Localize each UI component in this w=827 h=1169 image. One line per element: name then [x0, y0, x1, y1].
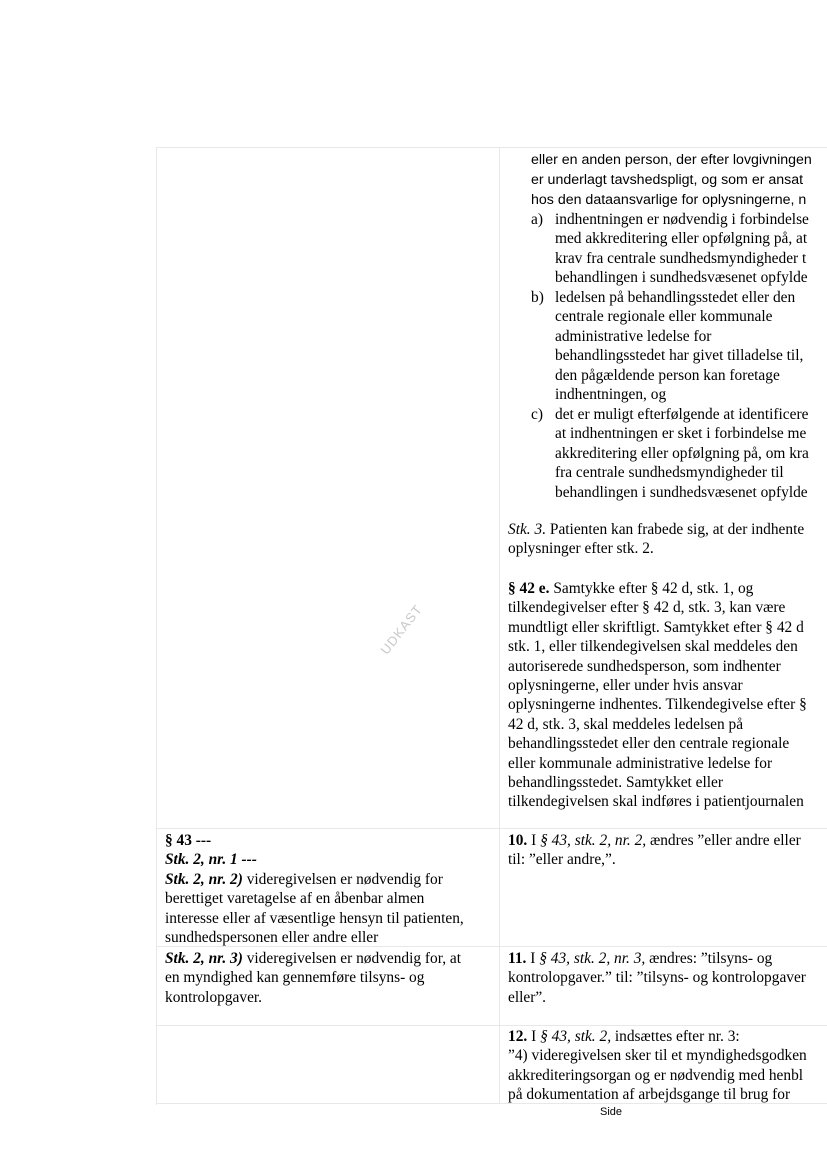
stk-label: Stk. 2, nr. 2) — [165, 870, 243, 888]
text-fragment: I — [527, 1028, 541, 1045]
amendment-number: 11. — [508, 950, 527, 967]
text-fragment: ændres: ”tilsyns- og — [645, 950, 773, 967]
text-line: oplysninger efter stk. 2. — [508, 540, 654, 558]
section-reference: § 43, stk. 2, — [540, 1028, 612, 1045]
text-line: en myndighed kan gennemføre tilsyns- og — [165, 969, 425, 987]
continuation-text — [531, 150, 812, 211]
section-label: § 42 e. — [508, 580, 550, 597]
section-reference: § 43, stk. 2, nr. 2, — [540, 832, 647, 849]
stk-label: Stk. 3. — [508, 521, 547, 538]
row-divider — [156, 1025, 827, 1026]
text-line: berettiget varetagelse af en åbenbar almen — [165, 890, 425, 908]
text-line: videregivelsen er nødvendig for, at — [242, 950, 462, 967]
section-label: § 43 --- — [165, 832, 212, 849]
text-line: ”4) videregivelsen sker til et myndighedsgodken — [508, 1047, 807, 1065]
text-line: stk. 1, eller tilkendegivelsen skal meddeles den — [508, 638, 798, 656]
text-line: Samtykke efter § 42 d, stk. 1, og — [549, 580, 754, 597]
amendment-11 — [508, 949, 806, 1007]
text-line: autoriserede sundhedsperson, som indhenter — [508, 657, 781, 675]
text-line: sundhedspersonen eller andre eller — [165, 929, 379, 947]
text-fragment: indsættes efter nr. 3: — [611, 1028, 740, 1045]
text-fragment: I — [527, 832, 541, 849]
text-line: fra centrale sundhedsmyndigheder til — [555, 464, 784, 482]
amendment-number: 10. — [508, 832, 528, 849]
text-line: indhentningen er nødvendig i forbindelse — [555, 211, 809, 228]
text-line: mundtligt eller skriftligt. Samtykket efter § 42 d — [508, 618, 804, 636]
text-fragment: ændres ”eller andre eller — [646, 832, 801, 849]
text-line: behandlingsstedet eller den centrale regionale — [508, 735, 790, 753]
text-line: behandlingsstedet har givet tilladelse til, — [555, 347, 804, 365]
text-line: krav fra centrale sundhedsmyndigheder t — [555, 249, 807, 267]
page-footer: Side — [600, 1106, 623, 1118]
text-line: er underlagt tavshedspligt, og som er ansat — [531, 172, 804, 189]
text-line: indhentningen, og — [555, 386, 667, 404]
text-line: tilkendegivelsen skal indføres i patientjournalen — [508, 793, 804, 811]
text-line: behandlingen i sundhedsvæsenet opfylde — [555, 483, 808, 501]
list-label: b) — [531, 289, 544, 306]
text-line: akkrediteringsorgan og er nødvendig med henbl — [508, 1066, 804, 1084]
section-43-nr3-current — [165, 949, 461, 1007]
text-line: behandlingsstedet. Samtykket eller — [508, 774, 723, 792]
row-divider — [156, 828, 827, 829]
amendment-12 — [508, 1027, 807, 1105]
stk-label: Stk. 2, nr. 3) — [165, 950, 243, 967]
amendment-10 — [508, 831, 801, 870]
column-divider — [499, 147, 500, 1104]
text-fragment: I — [526, 950, 540, 967]
stk3-paragraph — [508, 520, 804, 559]
text-line: eller kommunale administrative ledelse for — [508, 754, 773, 772]
text-line: administrative ledelse for — [555, 327, 712, 345]
text-line: kontrolopgaver. — [165, 988, 263, 1006]
text-line: tilkendegivelser efter § 42 d, stk. 3, kan være — [508, 599, 786, 617]
text-line: kontrolopgaver.” til: ”tilsyns- og kontrolopgaver — [508, 969, 806, 987]
text-line: oplysningerne indhentes. Tilkendegivelse efter § — [508, 696, 807, 714]
text-line: akkreditering eller opfølgning på, om kra — [555, 444, 809, 462]
section-42e — [508, 579, 807, 812]
text-line: eller”. — [508, 988, 547, 1006]
text-line: oplysningerne, eller under hvis ansvar — [508, 677, 743, 695]
text-line: behandlingen i sundhedsvæsenet opfylde — [555, 269, 808, 287]
text-line: hos den dataansvarlige for oplysningerne, n — [531, 192, 807, 209]
text-line: interesse eller af væsentlige hensyn til patienten, — [165, 909, 464, 927]
text-line: ledelsen på behandlingsstedet eller den — [555, 289, 796, 306]
text-line: det er muligt efterfølgende at identificere — [555, 406, 809, 423]
text-line: på dokumentation af arbejdsgange til brug for — [508, 1086, 791, 1104]
section-reference: § 43, stk. 2, nr. 3, — [539, 950, 646, 967]
text-line: den pågældende person kan foretage — [555, 366, 780, 384]
text-line: 42 d, stk. 3, skal meddeles ledelsen på — [508, 715, 744, 733]
text-line: til: ”eller andre,”. — [508, 851, 616, 869]
text-line: Patienten kan frabede sig, at der indhente — [546, 521, 805, 538]
list-label: a) — [531, 211, 543, 228]
text-line: videregivelsen er nødvendig for — [242, 870, 443, 888]
text-line: centrale regionale eller kommunale — [555, 308, 773, 326]
text-line: med akkreditering eller opfølgning på, at — [555, 230, 808, 248]
draft-watermark: UDKAST — [377, 601, 426, 658]
text-line: eller en anden person, der efter lovgivningen — [531, 152, 812, 168]
list-label: c) — [531, 406, 543, 423]
text-line: at indhentningen er sket i forbindelse me — [555, 425, 807, 443]
section-43-current — [165, 831, 464, 947]
amendment-number: 12. — [508, 1028, 528, 1045]
stk-label: Stk. 2, nr. 1 --- — [165, 851, 257, 869]
